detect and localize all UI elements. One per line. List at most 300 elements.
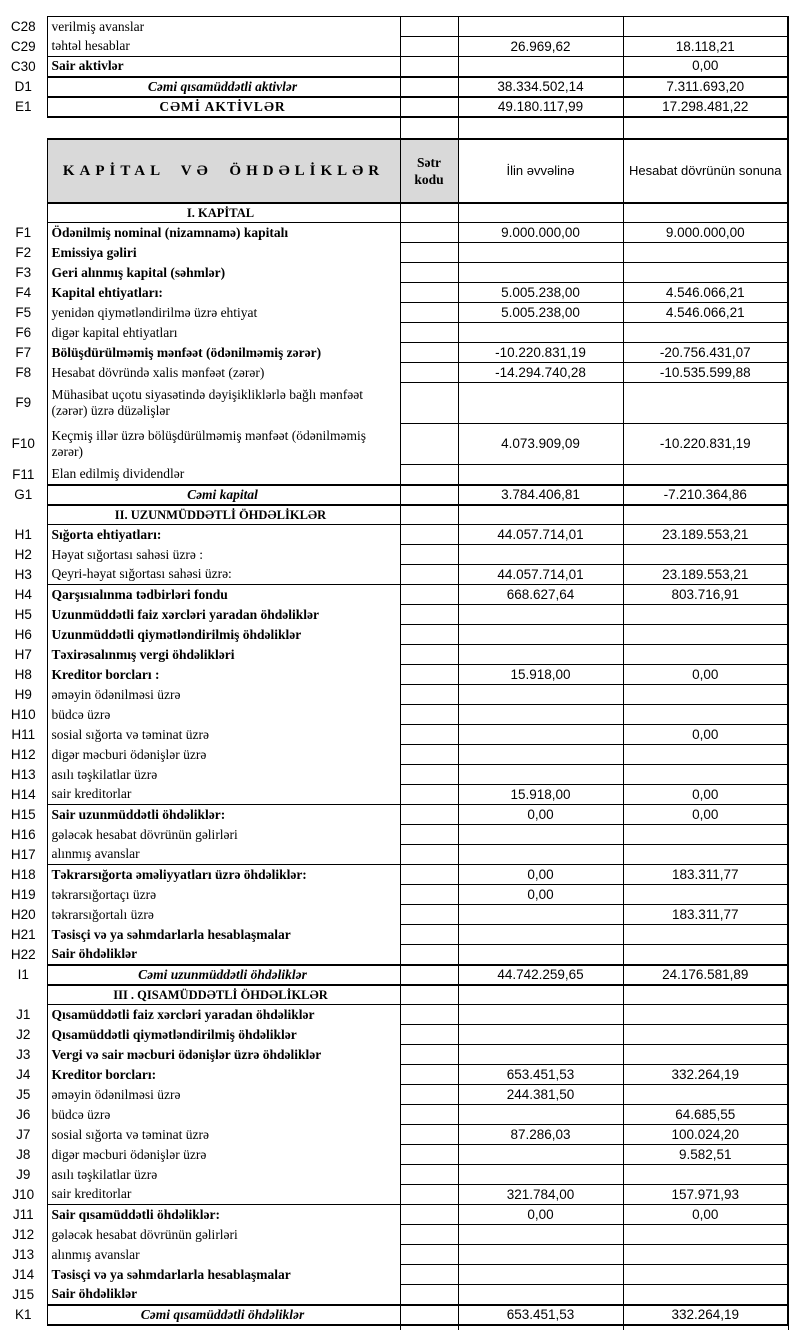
value-begin-cell xyxy=(458,1105,623,1125)
value-end-cell xyxy=(623,925,788,945)
value-begin-cell xyxy=(458,705,623,725)
row-label: Sair qısamüddətli öhdəliklər: xyxy=(47,1205,400,1225)
value-end-cell: 0,00 xyxy=(623,725,788,745)
value-end-cell xyxy=(623,1225,788,1245)
setr-kodu-cell xyxy=(400,1285,458,1305)
row-code: H6 xyxy=(14,626,32,642)
value-begin-cell: 4.073.909,09 xyxy=(458,424,623,465)
row-code: H5 xyxy=(14,606,32,622)
value-begin-cell xyxy=(458,1045,623,1065)
capital-liabilities-title: KAPİTAL VƏ ÖHDƏLİKLƏR xyxy=(47,139,400,203)
setr-kodu-cell xyxy=(400,665,458,685)
setr-kodu-cell xyxy=(400,1265,458,1285)
setr-kodu-cell xyxy=(400,1205,458,1225)
setr-kodu-cell xyxy=(400,1105,458,1125)
row-label: Kreditor borcları : xyxy=(47,665,400,685)
value-begin-cell: 0,00 xyxy=(458,1205,623,1225)
row-code: F6 xyxy=(15,324,32,340)
table-row xyxy=(0,665,788,685)
row-label: sosial sığorta və təminat üzrə xyxy=(47,1125,400,1145)
value-begin-cell xyxy=(458,605,623,625)
row-code: F8 xyxy=(15,364,32,380)
setr-kodu-cell xyxy=(400,845,458,865)
row-label: alınmış avanslar xyxy=(47,1245,400,1265)
value-end-cell: -20.756.431,07 xyxy=(623,343,788,363)
setr-kodu-header xyxy=(400,139,458,203)
setr-kodu-cell xyxy=(400,525,458,545)
row-code: J11 xyxy=(12,1206,34,1222)
row-code: H15 xyxy=(10,806,36,822)
table-row xyxy=(0,243,788,263)
table-row xyxy=(0,885,788,905)
value-end-cell: 332.264,19 xyxy=(623,1065,788,1085)
value-begin-cell: 9.000.000,00 xyxy=(458,223,623,243)
assets-tail-section xyxy=(0,17,788,139)
setr-kodu-cell xyxy=(400,363,458,383)
value-end-cell xyxy=(623,745,788,765)
row-label: Cəmi kapital xyxy=(47,485,400,505)
value-begin-cell xyxy=(458,985,623,1005)
table-row xyxy=(0,465,788,485)
setr-kodu-cell xyxy=(400,77,458,97)
setr-kodu-cell xyxy=(400,905,458,925)
setr-kodu-cell xyxy=(400,383,458,424)
table-row xyxy=(0,545,788,565)
setr-kodu-cell xyxy=(400,97,458,117)
row-code: H18 xyxy=(10,866,36,882)
row-label: sair kreditorlar xyxy=(47,1185,400,1205)
row-label: III . QISAMÜDDƏTLİ ÖHDƏLİKLƏR xyxy=(47,985,400,1005)
row-code: C28 xyxy=(10,18,36,34)
value-begin-cell: 244.381,50 xyxy=(458,1085,623,1105)
row-code: F2 xyxy=(15,244,32,260)
value-begin-cell: 668.627,64 xyxy=(458,585,623,605)
table-row xyxy=(0,1205,788,1225)
value-end-cell: 23.189.553,21 xyxy=(623,565,788,585)
value-end-cell xyxy=(623,605,788,625)
row-label: Hesabat dövründə xalis mənfəət (zərər) xyxy=(47,363,400,383)
value-end-cell: 18.118,21 xyxy=(623,37,788,57)
row-code: H9 xyxy=(14,686,32,702)
setr-kodu-cell xyxy=(400,545,458,565)
row-code: J7 xyxy=(16,1126,31,1142)
setr-kodu-cell xyxy=(400,765,458,785)
row-code: H12 xyxy=(10,746,36,762)
table-row xyxy=(0,1025,788,1045)
capital-liabilities-header-section xyxy=(0,139,788,203)
value-end-cell: 4.546.066,21 xyxy=(623,303,788,323)
row-label: Sair aktivlər xyxy=(47,57,400,77)
setr-kodu-cell xyxy=(400,203,458,223)
row-code: J12 xyxy=(12,1226,35,1242)
row-label: CƏMİ AKTİVLƏR xyxy=(47,97,400,117)
row-label: Vergi və sair məcburi ödənişlər üzrə öhdəliklər xyxy=(47,1045,400,1065)
table-row xyxy=(0,985,788,1005)
row-label: II. UZUNMÜDDƏTLİ ÖHDƏLİKLƏR xyxy=(47,505,400,525)
value-begin-cell xyxy=(458,1145,623,1165)
value-end-cell: 64.685,55 xyxy=(623,1105,788,1125)
setr-kodu-cell xyxy=(400,1025,458,1045)
value-end-cell xyxy=(623,685,788,705)
table-row xyxy=(0,117,788,139)
row-label: Keçmiş illər üzrə bölüşdürülməmiş mənfəət (ödənilməmiş zərər) xyxy=(47,424,400,465)
table-row xyxy=(0,1185,788,1205)
row-label: Emissiya gəliri xyxy=(47,243,400,263)
row-code: H22 xyxy=(10,946,36,962)
setr-kodu-cell xyxy=(400,585,458,605)
table-row xyxy=(0,263,788,283)
value-begin-cell xyxy=(458,725,623,745)
table-row xyxy=(0,905,788,925)
setr-kodu-cell xyxy=(400,1185,458,1205)
value-begin-cell xyxy=(458,1245,623,1265)
row-label: təkrarsığortalı üzrə xyxy=(47,905,400,925)
row-code: F3 xyxy=(15,264,32,280)
table-row xyxy=(0,865,788,885)
value-begin-cell xyxy=(458,1265,623,1285)
value-begin-cell: 15.918,00 xyxy=(458,785,623,805)
setr-kodu-cell xyxy=(400,303,458,323)
row-code: F1 xyxy=(15,224,32,240)
value-begin-cell xyxy=(458,203,623,223)
value-begin-cell: 44.742.259,65 xyxy=(458,965,623,985)
row-label: Cəmi qısamüddətli aktivlər xyxy=(47,77,400,97)
row-code: H16 xyxy=(10,826,36,842)
value-end-cell xyxy=(623,985,788,1005)
row-code: C29 xyxy=(10,38,36,54)
value-begin-cell: 653.451,53 xyxy=(458,1305,623,1325)
row-label: əməyin ödənilməsi üzrə xyxy=(47,685,400,705)
value-begin-cell xyxy=(458,545,623,565)
row-code: H13 xyxy=(10,766,36,782)
value-begin-cell xyxy=(458,117,623,139)
value-begin-cell xyxy=(458,765,623,785)
setr-kodu-cell xyxy=(400,605,458,625)
setr-kodu-cell xyxy=(400,705,458,725)
setr-kodu-cell xyxy=(400,965,458,985)
table-row xyxy=(0,965,788,985)
value-begin-cell: 653.451,53 xyxy=(458,1065,623,1085)
row-code xyxy=(0,1325,47,1330)
row-label: Uzunmüddətli qiymətləndirilmiş öhdəliklər xyxy=(47,625,400,645)
row-code: C30 xyxy=(10,58,36,74)
value-end-cell: 0,00 xyxy=(623,57,788,77)
value-end-cell: 0,00 xyxy=(623,1205,788,1225)
row-label: Qısamüddətli qiymətləndirilmiş öhdəliklər xyxy=(47,1025,400,1045)
row-label xyxy=(47,117,400,139)
row-code: J4 xyxy=(16,1066,31,1082)
row-code: F10 xyxy=(11,436,35,451)
value-begin-cell xyxy=(458,685,623,705)
setr-kodu-cell xyxy=(400,785,458,805)
row-label: Sığorta ehtiyatları: xyxy=(47,525,400,545)
row-label: Qarşısıalınma tədbirləri fondu xyxy=(47,585,400,605)
row-label: Təkrarsığorta əməliyyatları üzrə öhdəliklər: xyxy=(47,865,400,885)
row-label: Geri alınmış kapital (səhmlər) xyxy=(47,263,400,283)
value-end-cell: 332.264,19 xyxy=(623,1305,788,1325)
setr-kodu-cell xyxy=(400,263,458,283)
table-row xyxy=(0,1305,788,1325)
row-code: J8 xyxy=(16,1146,31,1162)
row-label: Qeyri-həyat sığortası sahəsi üzrə: xyxy=(47,565,400,585)
value-end-cell xyxy=(623,945,788,965)
setr-kodu-cell xyxy=(400,645,458,665)
row-label: sosial sığorta və təminat üzrə xyxy=(47,725,400,745)
row-label: Cəmi qısamüddətli öhdəliklər xyxy=(47,1305,400,1325)
row-label: Sair öhdəliklər xyxy=(47,945,400,965)
setr-kodu-cell xyxy=(400,805,458,825)
table-row xyxy=(0,1065,788,1085)
value-end-cell xyxy=(623,765,788,785)
table-row xyxy=(0,323,788,343)
value-begin-cell: 3.784.406,81 xyxy=(458,485,623,505)
row-code: I1 xyxy=(17,966,29,982)
value-begin-cell xyxy=(458,925,623,945)
table-row xyxy=(0,17,788,37)
value-begin-cell xyxy=(458,905,623,925)
value-end-cell: 183.311,77 xyxy=(623,905,788,925)
row-code-gutter xyxy=(0,139,47,203)
table-row xyxy=(0,1125,788,1145)
period-begin-header: İlin əvvəlinə xyxy=(458,139,623,203)
row-label: Kapital ehtiyatları: xyxy=(47,283,400,303)
value-begin-cell: 0,00 xyxy=(458,885,623,905)
table-row xyxy=(0,925,788,945)
setr-kodu-line2: kodu xyxy=(414,171,444,187)
row-label: Təsisçi və ya səhmdarlarla hesablaşmalar xyxy=(47,925,400,945)
row-code: H11 xyxy=(11,726,36,742)
row-label: Həyat sığortası sahəsi üzrə : xyxy=(47,545,400,565)
value-begin-cell: -10.220.831,19 xyxy=(458,343,623,363)
row-code xyxy=(0,985,47,1005)
table-row xyxy=(0,565,788,585)
table-row xyxy=(0,303,788,323)
row-label: digər məcburi ödənişlər üzrə xyxy=(47,1145,400,1165)
row-label: digər məcburi ödənişlər üzrə xyxy=(47,745,400,765)
value-begin-cell: 26.969,62 xyxy=(458,37,623,57)
row-code: F7 xyxy=(15,344,32,360)
row-label: Mühasibat uçotu siyasətində dəyişikliklərlə bağlı mənfəət (zərər) üzrə düzəlişlər xyxy=(47,383,400,424)
row-label: asılı təşkilatlar üzrə xyxy=(47,1165,400,1185)
table-row xyxy=(0,1145,788,1165)
value-begin-cell xyxy=(458,57,623,77)
value-begin-cell: 38.334.502,14 xyxy=(458,77,623,97)
setr-kodu-cell xyxy=(400,1165,458,1185)
value-begin-cell xyxy=(458,1225,623,1245)
row-code: J13 xyxy=(12,1246,35,1262)
table-row xyxy=(0,283,788,303)
value-end-cell xyxy=(623,1165,788,1185)
setr-kodu-cell xyxy=(400,57,458,77)
row-label: Təsisçi və ya səhmdarlarla hesablaşmalar xyxy=(47,1265,400,1285)
value-end-cell xyxy=(623,117,788,139)
value-begin-cell xyxy=(458,845,623,865)
row-label: gələcək hesabat dövrünün gəlirləri xyxy=(47,825,400,845)
capital-liabilities-section xyxy=(0,203,788,1330)
setr-kodu-cell xyxy=(400,283,458,303)
value-begin-cell: 0,00 xyxy=(458,805,623,825)
row-code: G1 xyxy=(14,486,33,502)
setr-kodu-cell xyxy=(400,885,458,905)
value-end-cell xyxy=(623,825,788,845)
row-label: Bölüşdürülməmiş mənfəət (ödənilməmiş zərər) xyxy=(47,343,400,363)
setr-kodu-cell xyxy=(400,745,458,765)
row-code: J10 xyxy=(12,1186,35,1202)
table-row xyxy=(0,343,788,363)
value-end-cell xyxy=(623,1045,788,1065)
value-end-cell xyxy=(623,705,788,725)
setr-kodu-cell xyxy=(400,565,458,585)
table-row xyxy=(0,1325,788,1330)
table-row xyxy=(0,37,788,57)
row-label: gələcək hesabat dövrünün gəlirləri xyxy=(47,1225,400,1245)
value-begin-cell xyxy=(458,1025,623,1045)
row-label: Sair uzunmüddətli öhdəliklər: xyxy=(47,805,400,825)
row-label: sair kreditorlar xyxy=(47,785,400,805)
setr-kodu-cell xyxy=(400,1085,458,1105)
value-end-cell xyxy=(623,845,788,865)
setr-kodu-cell xyxy=(400,485,458,505)
row-code: K1 xyxy=(14,1306,32,1322)
value-end-cell: 17.298.481,22 xyxy=(623,97,788,117)
value-end-cell: 9.582,51 xyxy=(623,1145,788,1165)
value-begin-cell: 5.005.238,00 xyxy=(458,303,623,323)
value-begin-cell xyxy=(458,1285,623,1305)
table-row xyxy=(0,605,788,625)
value-begin-cell xyxy=(458,825,623,845)
row-code: H4 xyxy=(14,586,32,602)
table-row xyxy=(0,203,788,223)
row-code xyxy=(0,117,47,139)
value-end-cell: 24.176.581,89 xyxy=(623,965,788,985)
row-code xyxy=(0,203,47,223)
row-label: büdcə üzrə xyxy=(47,705,400,725)
value-begin-cell: 49.180.117,99 xyxy=(458,97,623,117)
row-code: F4 xyxy=(15,284,32,300)
setr-kodu-cell xyxy=(400,865,458,885)
row-code: J5 xyxy=(16,1086,31,1102)
row-label: Kreditor borcları: xyxy=(47,1065,400,1085)
row-code: H14 xyxy=(10,786,36,802)
value-begin-cell xyxy=(458,323,623,343)
setr-kodu-cell xyxy=(400,117,458,139)
setr-kodu-cell xyxy=(400,925,458,945)
row-label: Uzunmüddətli faiz xərcləri yaradan öhdəliklər xyxy=(47,605,400,625)
row-code: H19 xyxy=(10,886,36,902)
table-row xyxy=(0,485,788,505)
row-code: J3 xyxy=(16,1046,31,1062)
value-begin-cell xyxy=(458,383,623,424)
value-end-cell xyxy=(623,545,788,565)
row-label: Sair öhdəliklər xyxy=(47,1285,400,1305)
setr-kodu-cell xyxy=(400,1145,458,1165)
table-row xyxy=(0,223,788,243)
value-end-cell xyxy=(623,323,788,343)
row-code: H21 xyxy=(10,926,36,942)
value-end-cell xyxy=(623,1005,788,1025)
setr-kodu-cell xyxy=(400,1225,458,1245)
row-code: H8 xyxy=(14,666,32,682)
row-code: J6 xyxy=(16,1106,31,1122)
table-row xyxy=(0,805,788,825)
row-code: J2 xyxy=(16,1026,31,1042)
table-row xyxy=(0,1005,788,1025)
setr-kodu-cell xyxy=(400,1005,458,1025)
row-code: E1 xyxy=(14,98,32,114)
table-row xyxy=(0,525,788,545)
setr-kodu-cell xyxy=(400,685,458,705)
value-begin-cell: -14.294.740,28 xyxy=(458,363,623,383)
row-code: H3 xyxy=(14,566,32,582)
value-begin-cell: 0,00 xyxy=(458,865,623,885)
table-row xyxy=(0,1225,788,1245)
table-row xyxy=(0,645,788,665)
value-begin-cell: 321.784,00 xyxy=(458,1185,623,1205)
table-row xyxy=(0,1165,788,1185)
value-begin-cell xyxy=(458,1165,623,1185)
value-end-cell xyxy=(623,263,788,283)
table-row xyxy=(0,1285,788,1305)
setr-kodu-cell xyxy=(400,1045,458,1065)
setr-kodu-cell xyxy=(400,343,458,363)
row-code: J15 xyxy=(12,1286,35,1302)
setr-kodu-cell xyxy=(400,725,458,745)
table-row xyxy=(0,505,788,525)
table-row xyxy=(0,745,788,765)
balance-sheet-table xyxy=(0,16,789,1330)
table-row xyxy=(0,705,788,725)
value-begin-cell xyxy=(458,1005,623,1025)
row-label: yenidən qiymətləndirilmə üzrə ehtiyat xyxy=(47,303,400,323)
setr-kodu-cell xyxy=(400,1325,458,1330)
value-begin-cell xyxy=(458,243,623,263)
row-label: əməyin ödənilməsi üzrə xyxy=(47,1085,400,1105)
value-end-cell xyxy=(623,465,788,485)
row-code: H1 xyxy=(14,526,32,542)
setr-kodu-cell xyxy=(400,465,458,485)
row-code: J9 xyxy=(16,1166,31,1182)
value-end-cell xyxy=(623,1085,788,1105)
value-end-cell xyxy=(623,1025,788,1045)
value-end-cell xyxy=(623,1285,788,1305)
value-end-cell: 0,00 xyxy=(623,785,788,805)
table-row xyxy=(0,945,788,965)
value-begin-cell: 15.918,00 xyxy=(458,665,623,685)
row-code: H7 xyxy=(14,646,32,662)
value-begin-cell xyxy=(458,263,623,283)
value-begin-cell: 87.286,03 xyxy=(458,1125,623,1145)
row-code: F11 xyxy=(12,466,35,482)
value-end-cell: 157.971,93 xyxy=(623,1185,788,1205)
table-row xyxy=(0,785,788,805)
setr-kodu-cell xyxy=(400,424,458,465)
table-header-row xyxy=(0,139,788,203)
value-end-cell: 23.189.553,21 xyxy=(623,525,788,545)
row-label: təkrarsığortaçı üzrə xyxy=(47,885,400,905)
table-row xyxy=(0,1105,788,1125)
value-end-cell: 183.311,77 xyxy=(623,865,788,885)
table-row xyxy=(0,825,788,845)
table-row xyxy=(0,1245,788,1265)
setr-kodu-cell xyxy=(400,825,458,845)
row-code: F5 xyxy=(15,304,32,320)
row-label: digər kapital ehtiyatları xyxy=(47,323,400,343)
value-begin-cell xyxy=(458,745,623,765)
row-label: Cəmi uzunmüddətli öhdəliklər xyxy=(47,965,400,985)
value-end-cell xyxy=(623,1325,788,1330)
value-end-cell xyxy=(623,625,788,645)
row-label xyxy=(47,1325,400,1330)
